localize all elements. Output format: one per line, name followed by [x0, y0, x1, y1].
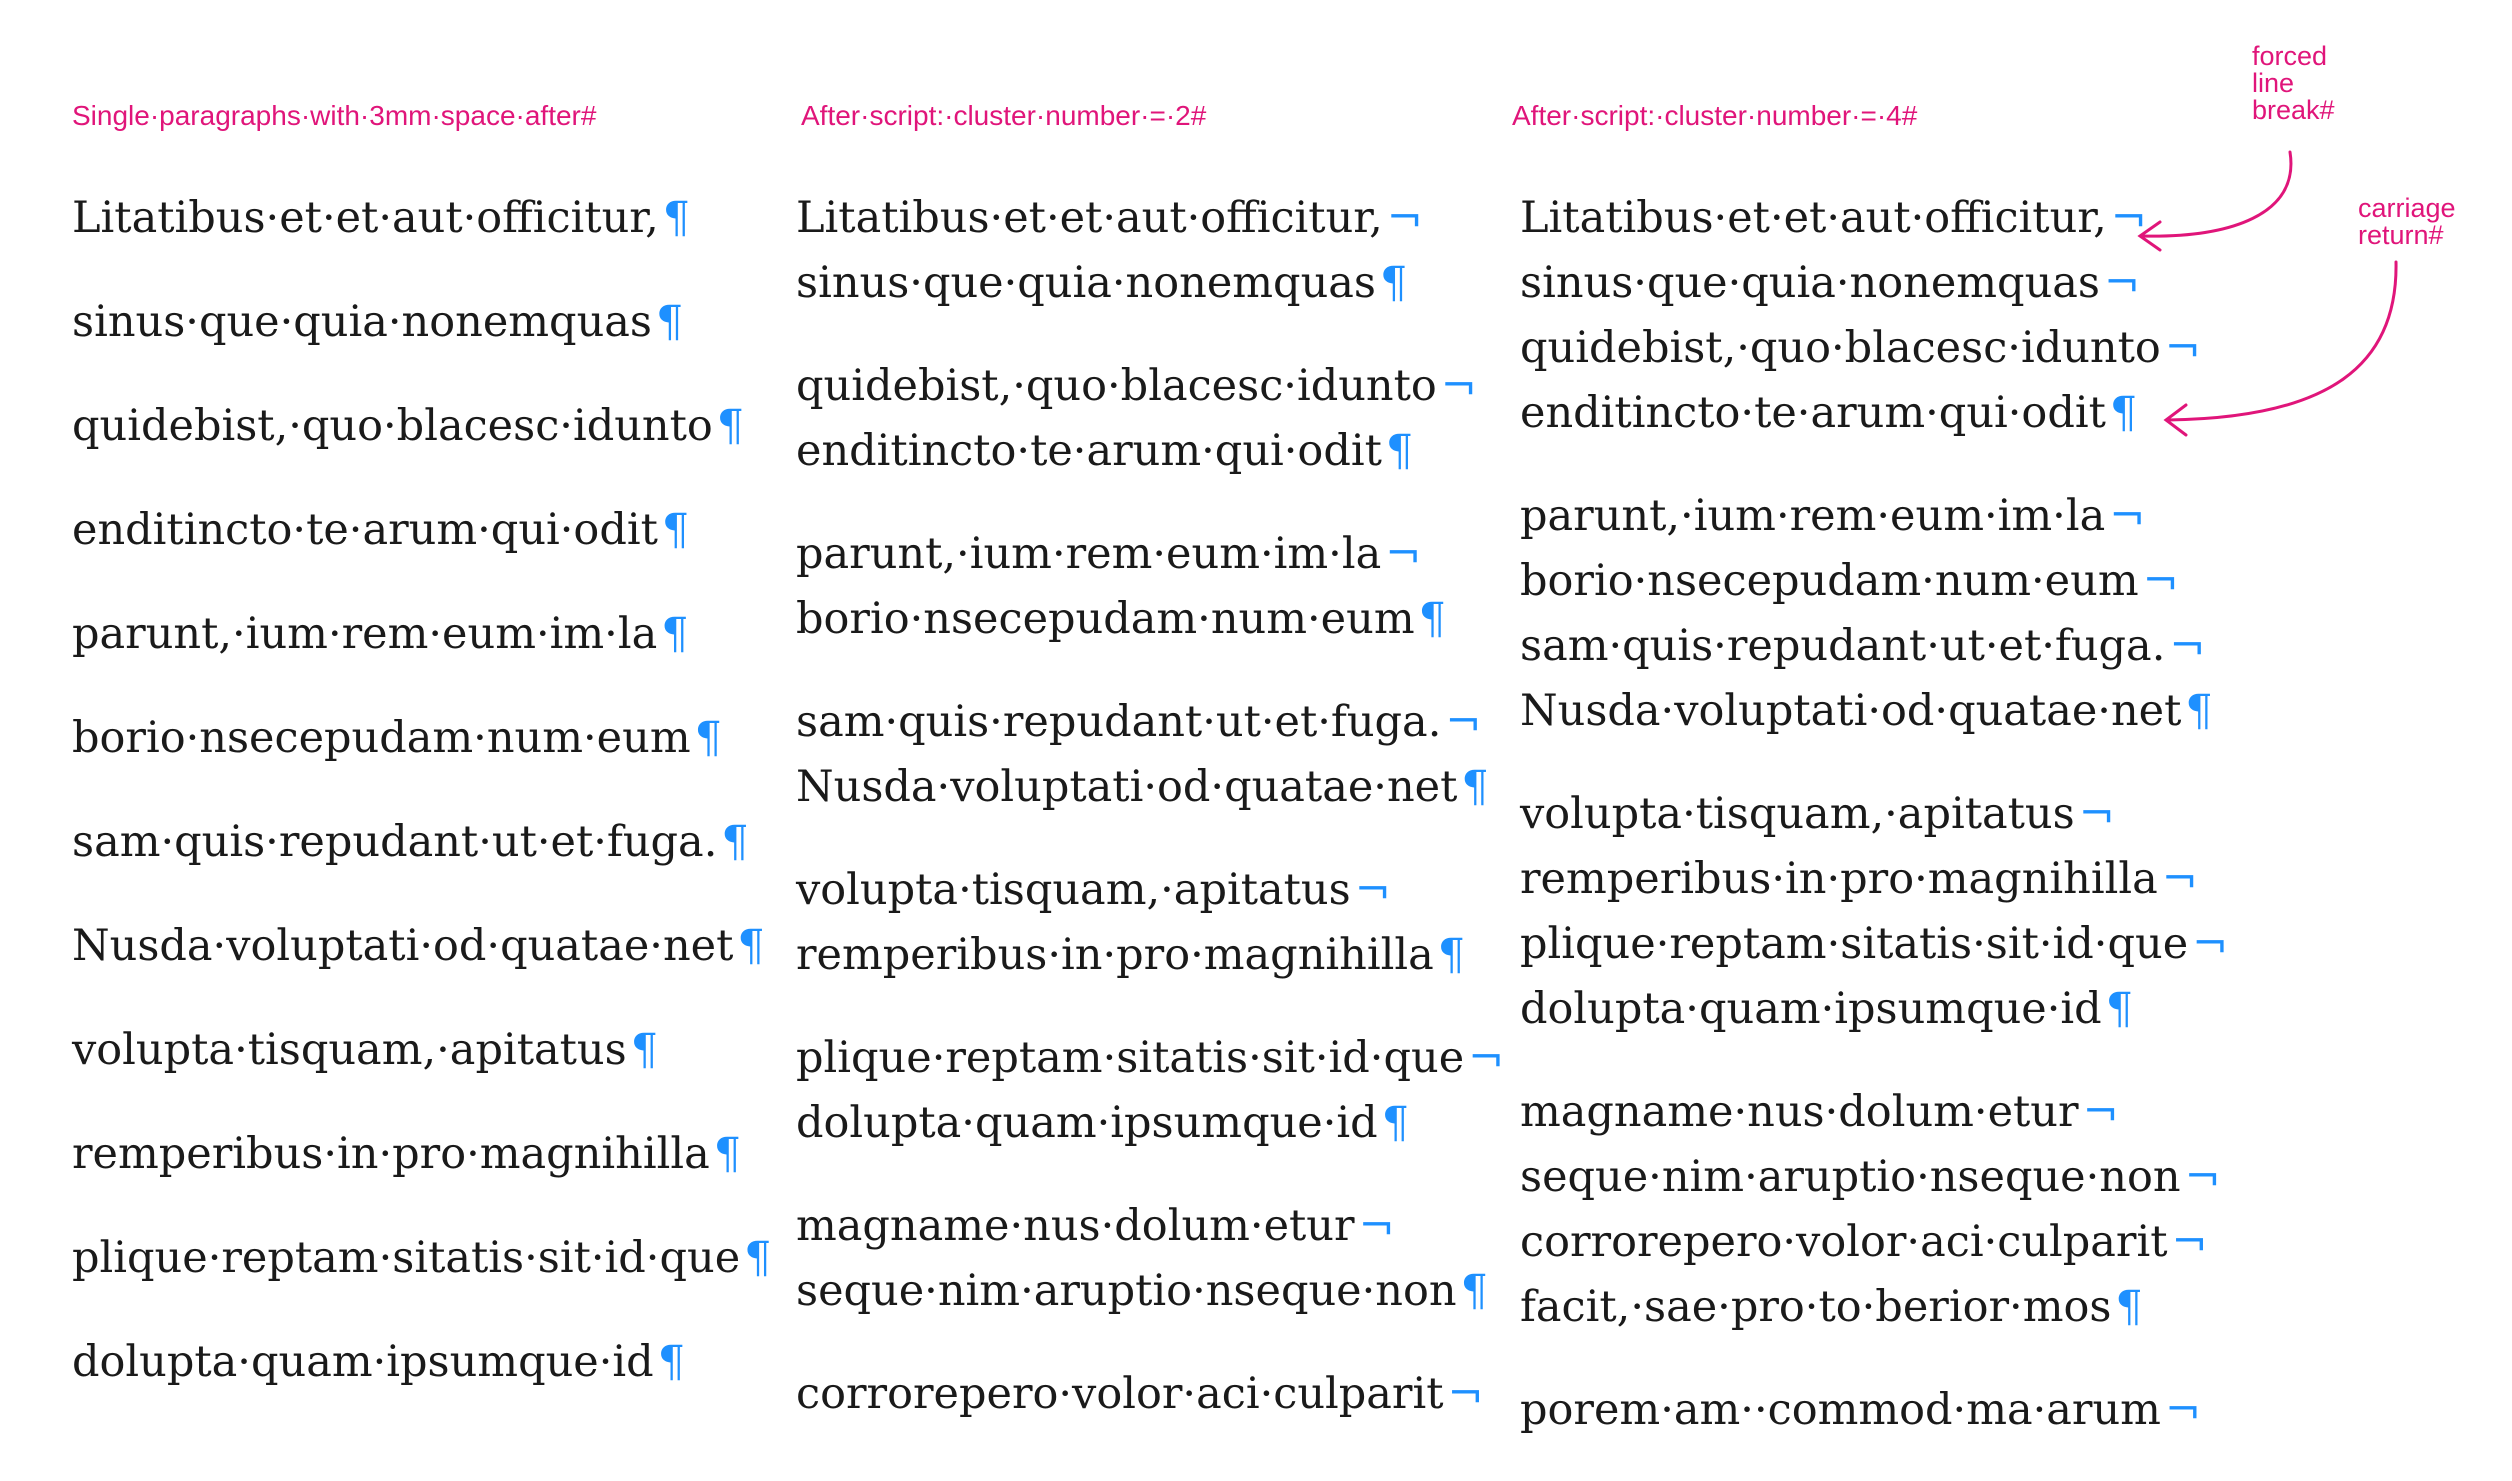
paragraph-end-mark: ¶: [630, 1025, 659, 1075]
line-text: sinus·que·quia·nonemquas: [796, 258, 1376, 308]
line-text: quidebist,·quo·blacesc·idunto: [72, 401, 713, 451]
forced-line-break-label-2: line: [2252, 68, 2295, 98]
forced-line-break-mark: ¬: [2171, 1217, 2208, 1267]
line-text: borio·nsecepudam·num·eum: [796, 594, 1415, 644]
paragraph-end-mark: ¶: [655, 297, 684, 347]
forced-line-break-arrow: [2142, 152, 2291, 236]
paragraph-end-mark: ¶: [737, 921, 765, 971]
forced-line-break-label-3: break#: [2252, 95, 2335, 125]
carriage-return-label-2: return#: [2358, 220, 2444, 250]
forced-line-break-mark: ¬: [1354, 865, 1391, 915]
paragraph-end-mark: ¶: [2185, 686, 2213, 736]
paragraph-end-mark: ¶: [721, 817, 749, 867]
line-text: seque·nim·aruptio·nseque·non: [1520, 1152, 2181, 1202]
paragraph-end-mark: ¶: [694, 713, 722, 763]
forced-line-break-mark: ¬: [1440, 361, 1477, 411]
line-text: borio·nsecepudam·num·eum: [1520, 556, 2139, 606]
forced-line-break-mark: ¬: [1385, 529, 1422, 579]
line-text: enditincto·te·arum·qui·odit: [72, 505, 658, 555]
line-text: volupta·tisquam,·apitatus: [796, 865, 1351, 915]
paragraph-end-mark: ¶: [661, 505, 690, 555]
line-text: Litatibus·et·et·aut·officitur,: [72, 193, 659, 243]
paragraph-end-mark: ¶: [2105, 984, 2134, 1034]
paragraph-end-mark: ¶: [1385, 426, 1414, 476]
forced-line-break-mark: ¬: [1358, 1201, 1395, 1251]
paragraph-end-mark: ¶: [1460, 1266, 1488, 1316]
line-text: seque·nim·aruptio·nseque·non: [796, 1266, 1457, 1316]
line-text: sinus·que·quia·nonemquas: [72, 297, 652, 347]
line-text: dolupta·quam·ipsumque·id: [1520, 984, 2102, 1034]
paragraph-end-mark: ¶: [744, 1233, 772, 1283]
line-text: dolupta·quam·ipsumque·id: [796, 1098, 1378, 1148]
line-text: sam·quis·repudant·ut·et·fuga.: [1520, 621, 2166, 671]
forced-line-break-mark: ¬: [1468, 1033, 1505, 1083]
line-text: plique·reptam·sitatis·sit·id·que: [796, 1033, 1465, 1083]
line-text: quidebist,·quo·blacesc·idunto: [1520, 323, 2161, 373]
line-text: quidebist,·quo·blacesc·idunto: [796, 361, 1437, 411]
paragraph-end-mark: ¶: [1461, 762, 1489, 812]
paragraph-end-mark: ¶: [716, 401, 745, 451]
line-text: corrorepero·volor·aci·culparit: [796, 1369, 1444, 1419]
forced-line-break-mark: ¬: [2184, 1152, 2221, 1202]
line-text: parunt,·ium·rem·eum·im·la: [796, 529, 1382, 579]
line-text: parunt,·ium·rem·eum·im·la: [1520, 491, 2106, 541]
paragraph-end-mark: ¶: [1379, 258, 1408, 308]
line-text: dolupta·quam·ipsumque·id: [72, 1337, 654, 1387]
paragraph-end-mark: ¬: [2164, 1385, 2201, 1435]
line-text: plique·reptam·sitatis·sit·id·que: [72, 1233, 741, 1283]
column-2-heading: After·script:·cluster·number·=·2#: [801, 100, 1207, 131]
carriage-return-arrow: [2168, 262, 2396, 420]
forced-line-break-mark: ¬: [2164, 323, 2201, 373]
line-text: Nusda·voluptati·od·quatae·net: [72, 921, 734, 971]
forced-line-break-label-1: forced: [2252, 41, 2328, 71]
paragraph-end-mark: ¶: [661, 609, 689, 659]
paragraph-end-mark: ¶: [662, 193, 691, 243]
paragraph-end-mark: ¶: [1437, 930, 1466, 980]
line-text: Nusda·voluptati·od·quatae·net: [1520, 686, 2182, 736]
line-text: sam·quis·repudant·ut·et·fuga.: [72, 817, 718, 867]
line-text: facit,·sae·pro·to·berior·mos: [1520, 1282, 2112, 1332]
forced-line-break-mark: ¬: [2103, 258, 2141, 308]
line-text: corrorepero·volor·aci·culparit: [1520, 1217, 2168, 1267]
line-text: enditincto·te·arum·qui·odit: [796, 426, 1382, 476]
line-text: sinus·que·quia·nonemquas: [1520, 258, 2100, 308]
paragraph-end-mark: ¶: [2109, 388, 2138, 438]
paragraph-end-mark: ¶: [1418, 594, 1446, 644]
line-text: magname·nus·dolum·etur: [1520, 1087, 2079, 1137]
column-3-heading: After·script:·cluster·number·=·4#: [1512, 100, 1918, 131]
line-text: borio·nsecepudam·num·eum: [72, 713, 691, 763]
line-text: sam·quis·repudant·ut·et·fuga.: [796, 697, 1442, 747]
line-text: enditincto·te·arum·qui·odit: [1520, 388, 2106, 438]
line-text: remperibus·in·pro·magnihilla: [1520, 854, 2158, 904]
line-text: Litatibus·et·et·aut·officitur,: [1520, 193, 2107, 243]
forced-line-break-mark: ¬: [2192, 919, 2229, 969]
line-text: volupta·tisquam,·apitatus: [1520, 789, 2075, 839]
carriage-return-label-1: carriage: [2358, 193, 2456, 223]
forced-line-break-mark: ¬: [2161, 854, 2198, 904]
line-text: remperibus·in·pro·magnihilla: [796, 930, 1434, 980]
line-text: magname·nus·dolum·etur: [796, 1201, 1355, 1251]
paragraph-end-mark: ¶: [713, 1129, 742, 1179]
line-text: plique·reptam·sitatis·sit·id·que: [1520, 919, 2189, 969]
forced-line-break-mark: ¬: [1445, 697, 1482, 747]
forced-line-break-mark: ¬: [2142, 556, 2179, 606]
forced-line-break-mark: ¬: [2169, 621, 2206, 671]
line-text: volupta·tisquam,·apitatus: [72, 1025, 627, 1075]
forced-line-break-mark: ¬: [2110, 193, 2147, 243]
forced-line-break-mark: ¬: [2082, 1087, 2119, 1137]
line-text: Litatibus·et·et·aut·officitur,: [796, 193, 1383, 243]
paragraph-end-mark: ¬: [1447, 1369, 1484, 1419]
forced-line-break-mark: ¬: [1386, 193, 1423, 243]
forced-line-break-mark: ¬: [2109, 491, 2146, 541]
forced-line-break-mark: ¬: [2078, 789, 2115, 839]
line-text: Nusda·voluptati·od·quatae·net: [796, 762, 1458, 812]
line-text: porem·am··commod·ma·arum: [1520, 1385, 2161, 1435]
paragraph-end-mark: ¶: [1381, 1098, 1410, 1148]
line-text: remperibus·in·pro·magnihilla: [72, 1129, 710, 1179]
paragraph-end-mark: ¶: [2115, 1282, 2143, 1332]
paragraph-end-mark: ¶: [657, 1337, 686, 1387]
column-1-heading: Single·paragraphs·with·3mm·space·after#: [72, 100, 597, 131]
line-text: parunt,·ium·rem·eum·im·la: [72, 609, 658, 659]
